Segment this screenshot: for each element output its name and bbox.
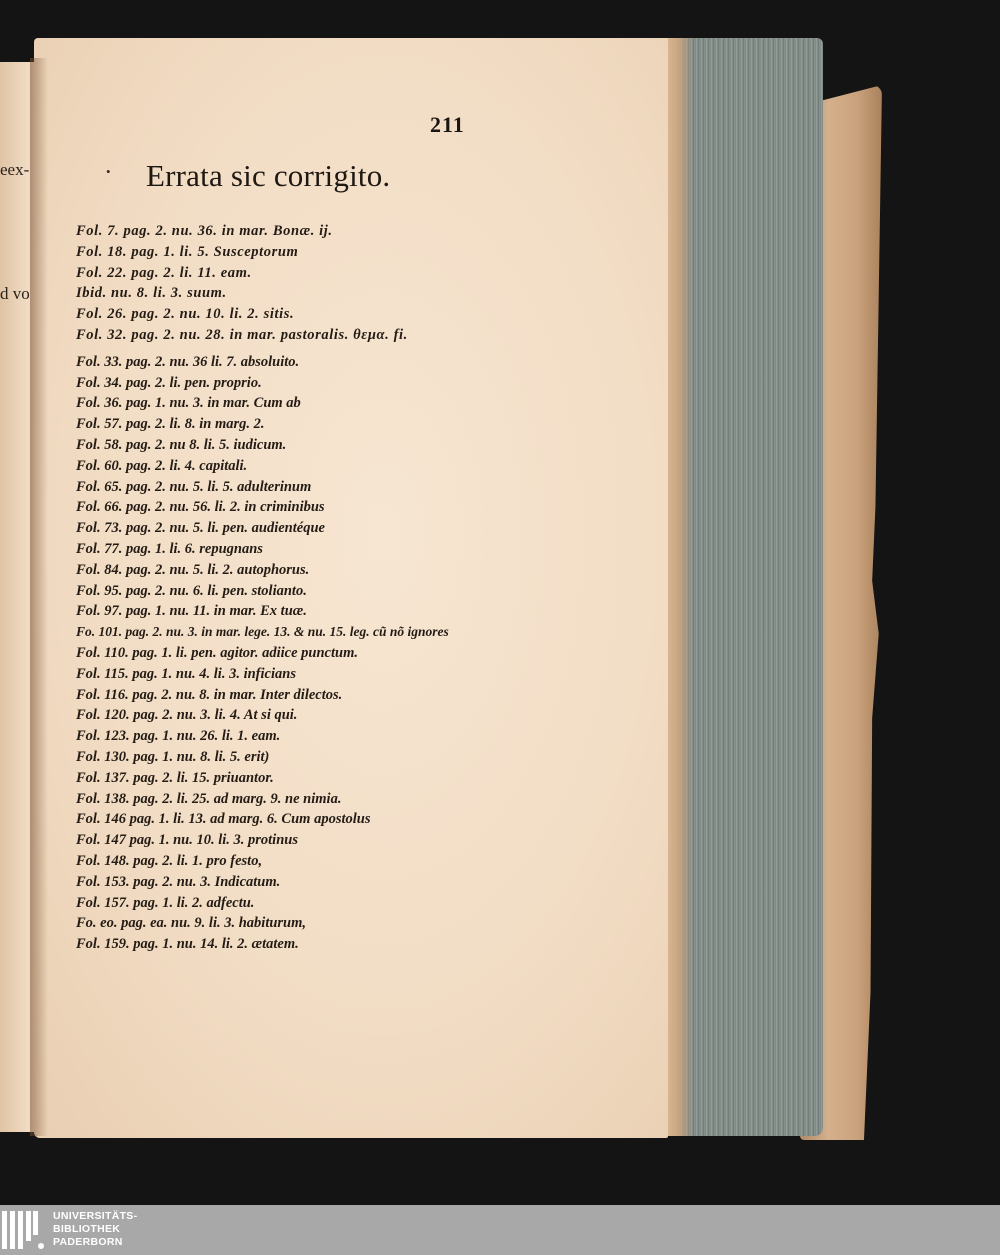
page-edges — [655, 38, 823, 1136]
errata-list — [76, 221, 526, 955]
library-name-line: PADERBORN — [53, 1236, 123, 1248]
library-name-line: BIBLIOTHEK — [53, 1223, 121, 1235]
errata-entry: Fol. 58. pag. 2. nu 8. li. 5. iudicum. — [76, 436, 287, 453]
errata-entry: Fol. 84. pag. 2. nu. 5. li. 2. autophorus. — [76, 561, 310, 578]
errata-entry: Fo. eo. pag. ea. nu. 9. li. 3. habiturum, — [76, 915, 307, 932]
left-page-fragment: eex- — [0, 160, 30, 179]
errata-entry: Fol. 32. pag. 2. nu. 28. in mar. pastoralis. θεμα. fi. — [76, 326, 408, 343]
errata-entry: Fol. 22. pag. 2. li. 11. eam. — [76, 264, 252, 281]
errata-entry: Fol. 33. pag. 2. nu. 36 li. 7. absoluito. — [76, 353, 300, 370]
errata-entry: Ibid. nu. 8. li. 3. suum. — [76, 285, 227, 302]
errata-entry: Fol. 65. pag. 2. nu. 5. li. 5. adulterinum — [76, 478, 312, 495]
errata-entry: Fol. 110. pag. 1. li. pen. agitor. adiice punctum. — [76, 644, 358, 661]
library-name — [53, 1210, 137, 1249]
errata-entry: Fol. 73. pag. 2. nu. 5. li. pen. audientéque — [76, 520, 325, 537]
page-number: 211 — [430, 112, 465, 137]
errata-entry: Fol. 34. pag. 2. li. pen. proprio. — [76, 374, 262, 391]
errata-entry: Fol. 57. pag. 2. li. 8. in marg. 2. — [76, 416, 265, 433]
errata-entry: Fol. 95. pag. 2. nu. 6. li. pen. stolianto. — [76, 582, 307, 599]
errata-entry: Fol. 153. pag. 2. nu. 3. Indicatum. — [76, 873, 281, 890]
errata-entry: Fol. 7. pag. 2. nu. 36. in mar. Bonæ. ij. — [76, 223, 333, 239]
errata-entry: Fol. 120. pag. 2. nu. 3. li. 4. At si qui. — [76, 707, 298, 724]
errata-entry: Fol. 115. pag. 1. nu. 4. li. 3. inficians — [76, 665, 296, 682]
errata-entry: Fol. 148. pag. 2. li. 1. pro festo, — [76, 852, 263, 869]
page-heading: Errata sic corrigito. — [146, 158, 391, 193]
errata-entry: Fol. 123. pag. 1. nu. 26. li. 1. eam. — [76, 728, 281, 745]
errata-entry: Fol. 18. pag. 1. li. 5. Susceptorum — [76, 243, 299, 260]
errata-entry: Fol. 138. pag. 2. li. 25. ad marg. 9. ne nimia. — [76, 790, 342, 807]
gutter-shadow — [30, 58, 48, 1136]
errata-entry: Fol. 66. pag. 2. nu. 56. li. 2. in criminibus — [76, 499, 325, 516]
errata-entry: Fol. 146 pag. 1. li. 13. ad marg. 6. Cum apostolus — [76, 811, 371, 828]
library-logo-icon — [2, 1211, 42, 1249]
ornament-mark: • — [106, 164, 111, 179]
library-name-line: UNIVERSITÄTS- — [53, 1210, 138, 1222]
errata-entry: Fol. 137. pag. 2. li. 15. priuantor. — [76, 769, 274, 786]
errata-entry: Fol. 97. pag. 1. nu. 11. in mar. Ex tuæ. — [76, 603, 307, 620]
errata-entry: Fol. 60. pag. 2. li. 4. capitali. — [76, 457, 248, 474]
errata-entry: Fol. 147 pag. 1. nu. 10. li. 3. protinus — [76, 832, 298, 849]
errata-entry: Fol. 36. pag. 1. nu. 3. in mar. Cum ab — [76, 395, 301, 412]
left-page-fragment: d vo — [0, 284, 30, 303]
errata-entry: Fol. 116. pag. 2. nu. 8. in mar. Inter dilectos. — [76, 686, 343, 703]
errata-entry: Fol. 157. pag. 1. li. 2. adfectu. — [76, 894, 255, 911]
errata-entry: Fol. 26. pag. 2. nu. 10. li. 2. sitis. — [76, 306, 295, 323]
errata-entry: Fol. 77. pag. 1. li. 6. repugnans — [76, 540, 263, 557]
library-banner — [0, 1205, 1000, 1255]
errata-entry: Fo. 101. pag. 2. nu. 3. in mar. lege. 13. & nu. 15. leg. cũ nõ ignores — [76, 624, 449, 640]
errata-entry: Fol. 130. pag. 1. nu. 8. li. 5. erit) — [76, 748, 270, 765]
errata-entry: Fol. 159. pag. 1. nu. 14. li. 2. ætatem. — [76, 936, 299, 953]
